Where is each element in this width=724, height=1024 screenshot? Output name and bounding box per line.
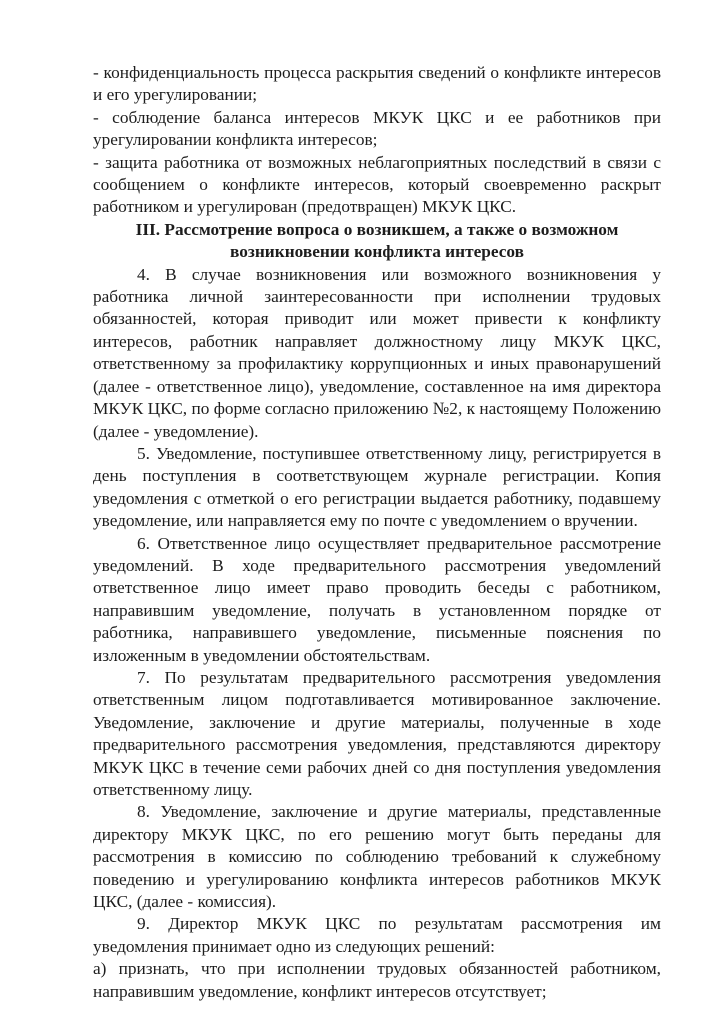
paragraph-5: 5. Уведомление, поступившее ответственному лицу, регистрируется в день поступления в соответствующем журнале регистрации. Копия уведомления с отметкой о его регистрации выдается работнику, подавшему уведомление, или направляется ему по почте с уведомлением о вручении. xyxy=(93,443,661,531)
list-item-balance: - соблюдение баланса интересов МКУК ЦКС и ее работников при урегулировании конфликта интересов; xyxy=(93,107,661,150)
document-page xyxy=(93,62,661,1003)
list-item-decision-a: а) признать, что при исполнении трудовых обязанностей работником, направившим уведомление, конфликт интересов отсутствует; xyxy=(93,959,661,1001)
paragraph-7: 7. По результатам предварительного рассмотрения уведомления ответственным лицом подготавливается мотивированное заключение. Уведомление, заключение и другие материалы, полученные в ходе предварительного рассмотрения уведомления, представляются директору МКУК ЦКС в течение семи рабочих дней со дня поступления уведомления ответственному лицу. xyxy=(93,667,661,799)
list-item-protection: - защита работника от возможных неблагоприятных последствий в связи с сообщением о конфликте интересов, который своевременно раскрыт работником и урегулирован (предотвращен) МКУК ЦКС. xyxy=(93,152,661,217)
paragraph-6: 6. Ответственное лицо осуществляет предварительное рассмотрение уведомлений. В ходе предварительного рассмотрения уведомлений ответственное лицо имеет право проводить беседы с работником, направившим уведомление, получать в установленном порядке от работника, направившего уведомление, письменные пояснения по изложенным в уведомлении обстоятельствам. xyxy=(93,533,661,665)
paragraph-8: 8. Уведомление, заключение и другие материалы, представленные директору МКУК ЦКС, по его решению могут быть переданы для рассмотрения в комиссию по соблюдению требований к служебному поведению и урегулированию конфликта интересов работников МКУК ЦКС, (далее - комиссия). xyxy=(93,802,661,912)
list-item-confidentiality: - конфиденциальность процесса раскрытия сведений о конфликте интересов и его урегулировании; xyxy=(93,63,661,105)
section-heading: III. Рассмотрение вопроса о возникшем, а также о возможном возникновении конфликта интересов xyxy=(135,219,619,262)
paragraph-9: 9. Директор МКУК ЦКС по результатам рассмотрения им уведомления принимает одно из следующих решений: xyxy=(93,914,661,956)
paragraph-4: 4. В случае возникновения или возможного возникновения у работника личной заинтересованности при исполнении трудовых обязанностей, которая приводит или может привести к конфликту интересов, работник направляет должностному лицу МКУК ЦКС, ответственному за профилактику коррупционных и иных правонарушений (далее - ответственное лицо), уведомление, составленное на имя директора МКУК ЦКС, по форме согласно приложению №2, к настоящему Положению (далее - уведомление). xyxy=(93,264,661,441)
